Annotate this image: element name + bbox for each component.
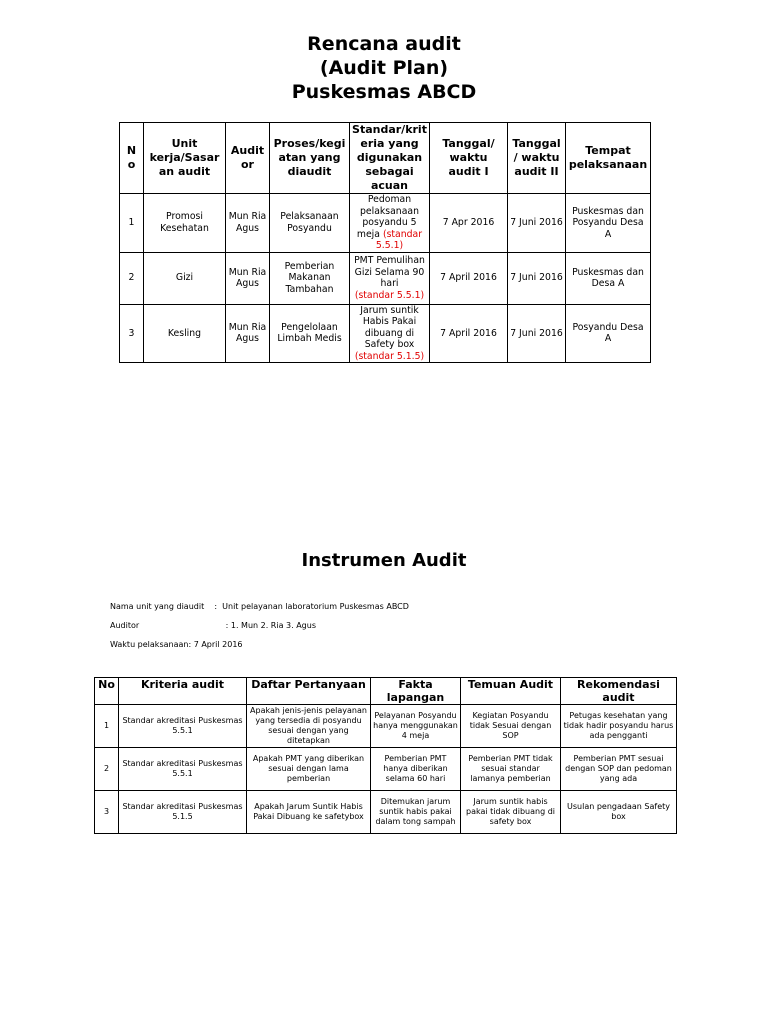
instrument-cell-kriteria: Standar akreditasi Puskesmas 5.1.5 [119, 791, 247, 834]
audit-instrument-table [94, 677, 677, 834]
plan-cell-tanggal1: 7 April 2016 [430, 252, 508, 304]
plan-header-no: N o [120, 123, 144, 194]
plan-cell-unit: Kesling [144, 304, 226, 363]
instrument-cell-kriteria: Standar akreditasi Puskesmas 5.5.1 [119, 748, 247, 791]
plan-title: Rencana audit [307, 33, 461, 55]
instrument-cell-pertanyaan: Apakah jenis-jenis pelayanan yang tersedia di posyandu sesuai dengan yang ditetapkan [247, 705, 371, 748]
standar-text: Jarum suntik Habis Pakai dibuang di Safety box [360, 304, 419, 350]
plan-cell-proses: Pengelolaan Limbah Medis [270, 304, 350, 363]
plan-cell-unit: Promosi Kesehatan [144, 194, 226, 253]
plan-cell-tempat: Posyandu Desa A [566, 304, 651, 363]
instrument-cell-pertanyaan: Apakah Jarum Suntik Habis Pakai Dibuang ke safetybox [247, 791, 371, 834]
execution-time-line: Waktu pelaksanaan: 7 April 2016 [110, 640, 243, 649]
instrument-cell-no: 2 [95, 748, 119, 791]
plan-cell-auditor: Mun Ria Agus [226, 304, 270, 363]
instrument-title: Instrumen Audit [301, 550, 467, 571]
instrument-header-no: No [95, 678, 119, 705]
instrument-header-kriteria: Kriteria audit [119, 678, 247, 705]
instrument-cell-kriteria: Standar akreditasi Puskesmas 5.5.1 [119, 705, 247, 748]
plan-header-row [120, 123, 651, 194]
plan-cell-tanggal1: 7 Apr 2016 [430, 194, 508, 253]
plan-header-auditor: Audit or [226, 123, 270, 194]
instrument-cell-rekomendasi: Usulan pengadaan Safety box [561, 791, 677, 834]
plan-cell-standar [350, 252, 430, 304]
plan-cell-tanggal2: 7 Juni 2016 [508, 252, 566, 304]
plan-header-unit: Unit kerja/Sasar an audit [144, 123, 226, 194]
instrument-cell-fakta: Pemberian PMT hanya diberikan selama 60 hari [371, 748, 461, 791]
instrument-cell-temuan: Pemberian PMT tidak sesuai standar lamanya pemberian [461, 748, 561, 791]
plan-cell-no: 2 [120, 252, 144, 304]
standar-text: Pedoman pelaksanaan posyandu 5 meja [356, 194, 419, 240]
plan-header-tanggal1: Tanggal/ waktu audit I [430, 123, 508, 194]
instrument-cell-fakta: Ditemukan jarum suntik habis pakai dalam tong sampah [371, 791, 461, 834]
audit-plan-table [119, 122, 651, 363]
plan-header-standar: Standar/krit eria yang digunakan sebagai acuan [350, 123, 430, 194]
plan-cell-proses: Pelaksanaan Posyandu [270, 194, 350, 253]
instrument-header-fakta: Fakta lapangan [371, 678, 461, 705]
instrument-cell-rekomendasi: Petugas kesehatan yang tidak hadir posyandu harus ada pengganti [561, 705, 677, 748]
plan-cell-tempat: Puskesmas dan Posyandu Desa A [566, 194, 651, 253]
plan-header-proses: Proses/kegi atan yang diaudit [270, 123, 350, 194]
instrument-cell-fakta: Pelayanan Posyandu hanya menggunakan 4 meja [371, 705, 461, 748]
plan-cell-tanggal2: 7 Juni 2016 [508, 194, 566, 253]
auditor-line: Auditor : 1. Mun 2. Ria 3. Agus [110, 621, 316, 630]
instrument-cell-no: 1 [95, 705, 119, 748]
table-row [120, 304, 651, 363]
plan-cell-unit: Gizi [144, 252, 226, 304]
standar-reference: (standar 5.1.5) [354, 350, 425, 362]
instrument-cell-no: 3 [95, 791, 119, 834]
standar-reference: (standar 5.5.1) [354, 289, 425, 301]
audited-unit-line: Nama unit yang diaudit : Unit pelayanan laboratorium Puskesmas ABCD [110, 602, 409, 611]
table-row [120, 194, 651, 253]
instrument-cell-rekomendasi: Pemberian PMT sesuai dengan SOP dan pedoman yang ada [561, 748, 677, 791]
instrument-cell-temuan: Jarum suntik habis pakai tidak dibuang di safety box [461, 791, 561, 834]
instrument-header-temuan: Temuan Audit [461, 678, 561, 705]
plan-cell-tempat: Puskesmas dan Desa A [566, 252, 651, 304]
plan-cell-no: 3 [120, 304, 144, 363]
instrument-header-pertanyaan: Daftar Pertanyaan [247, 678, 371, 705]
plan-cell-tanggal1: 7 April 2016 [430, 304, 508, 363]
plan-organization: Puskesmas ABCD [291, 81, 477, 103]
instrument-cell-temuan: Kegiatan Posyandu tidak Sesuai dengan SOP [461, 705, 561, 748]
plan-cell-tanggal2: 7 Juni 2016 [508, 304, 566, 363]
plan-cell-standar [350, 304, 430, 363]
table-row [95, 791, 677, 834]
plan-header-tempat: Tempat pelaksanaan [566, 123, 651, 194]
plan-cell-auditor: Mun Ria Agus [226, 252, 270, 304]
plan-title-block [0, 32, 768, 104]
plan-header-tanggal2: Tanggal / waktu audit II [508, 123, 566, 194]
plan-cell-auditor: Mun Ria Agus [226, 194, 270, 253]
standar-text: PMT Pemulihan Gizi Selama 90 hari [354, 255, 425, 289]
standar-reference: (standar 5.5.1) [375, 228, 423, 251]
plan-cell-standar [350, 194, 430, 253]
instrument-cell-pertanyaan: Apakah PMT yang diberikan sesuai dengan lama pemberian [247, 748, 371, 791]
table-row [95, 748, 677, 791]
instrument-header-row [95, 678, 677, 705]
plan-cell-proses: Pemberian Makanan Tambahan [270, 252, 350, 304]
plan-subtitle: (Audit Plan) [319, 57, 449, 79]
table-row [120, 252, 651, 304]
table-row [95, 705, 677, 748]
plan-cell-no: 1 [120, 194, 144, 253]
instrument-header-rekomendasi: Rekomendasi audit [561, 678, 677, 705]
